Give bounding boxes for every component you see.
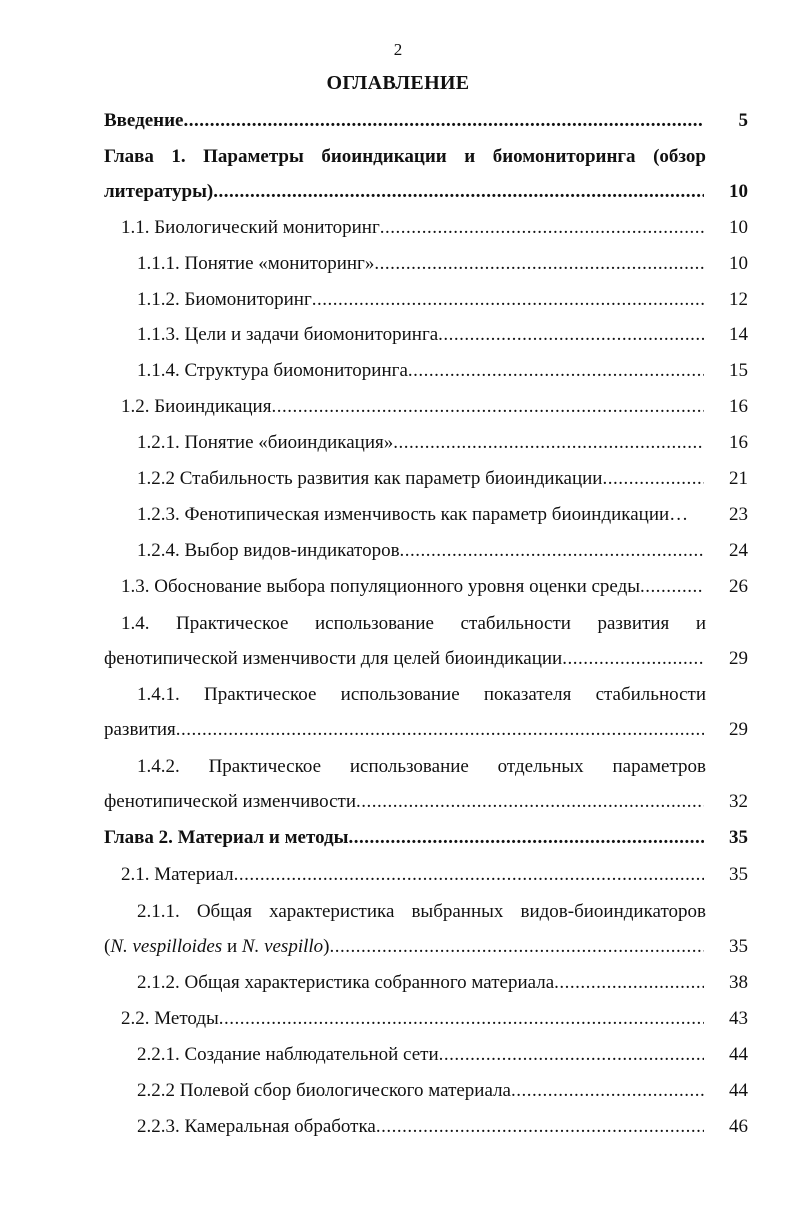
toc-entry-label: 1.2.4. Выбор видов-индикаторов <box>137 540 400 561</box>
toc-page-number: 32 <box>729 791 748 812</box>
species-name: N. vespilloides <box>110 936 223 957</box>
toc-page-number: 10 <box>729 253 748 274</box>
toc-entry-1-1-2[interactable] <box>0 287 796 313</box>
toc-entry-1-1-4[interactable] <box>0 358 796 384</box>
toc-entry-label: Глава 1. Параметры биоиндикации и биомониторинга (обзор <box>104 146 706 167</box>
toc-page-number: 21 <box>729 468 748 489</box>
toc-entry-1-1-3[interactable] <box>0 322 796 348</box>
toc-entry-1-4-2-line1[interactable] <box>0 754 796 780</box>
toc-entry-label: 2.2.1. Создание наблюдательной сети <box>137 1044 439 1065</box>
toc-entry-label: 1.2. Биоиндикация <box>121 396 272 417</box>
toc-entry-label: 1.1.3. Цели и задачи биомониторинга <box>137 324 439 345</box>
toc-page-number: 35 <box>729 864 748 885</box>
toc-entry-chapter-1-line1[interactable] <box>0 144 796 170</box>
toc-page-number: 44 <box>729 1044 748 1065</box>
toc-entry-1-4-line1[interactable] <box>0 611 796 637</box>
toc-entry-label: 1.2.1. Понятие «биоиндикация» <box>137 432 394 453</box>
toc-entry-label: фенотипической изменчивости <box>104 791 357 812</box>
toc-entry-label: Глава 2. Материал и методы <box>104 827 349 848</box>
toc-entry-label: 1.3. Обоснование выбора популяционного уровня оценки среды <box>121 576 641 597</box>
toc-page-number: 38 <box>729 972 748 993</box>
toc-entry-label: 1.4.1. Практическое использование показателя стабильности <box>137 684 706 705</box>
toc-page-number: 35 <box>729 827 748 848</box>
toc-entry-label: 1.1. Биологический мониторинг <box>121 217 380 238</box>
toc-page-number: 35 <box>729 936 748 957</box>
toc-entry-1-4-2[interactable] <box>0 789 796 815</box>
toc-entry-label: 1.2.3. Фенотипическая изменчивость как параметр биоиндикации… <box>137 504 689 525</box>
toc-page-number: 29 <box>729 719 748 740</box>
toc-entry-label: 1.4.2. Практическое использование отдельных параметров <box>137 756 706 777</box>
toc-entry-1-2-3[interactable] <box>0 502 796 528</box>
toc-entry-2-2[interactable] <box>0 1006 796 1032</box>
toc-entry-label: 1.1.2. Биомониторинг <box>137 289 312 310</box>
toc-entry-label: 1.4. Практическое использование стабильности развития и <box>121 613 706 634</box>
toc-entry-label: фенотипической изменчивости для целей биоиндикации <box>104 648 563 669</box>
toc-page-number: 15 <box>729 360 748 381</box>
toc-entry-chapter-2[interactable] <box>0 825 796 851</box>
toc-entry-2-1-1-line1[interactable] <box>0 899 796 925</box>
toc-entry-label: развития <box>104 719 176 740</box>
toc-entry-label: Введение <box>104 110 184 131</box>
toc-page-number: 16 <box>729 432 748 453</box>
toc-entry-2-2-2[interactable] <box>0 1078 796 1104</box>
toc-page-number: 29 <box>729 648 748 669</box>
toc-entry-1-1[interactable] <box>0 215 796 241</box>
toc-page-number: 24 <box>729 540 748 561</box>
toc-page-number: 12 <box>729 289 748 310</box>
toc-page-number: 46 <box>729 1116 748 1137</box>
toc-entry-label: 2.2.3. Камеральная обработка <box>137 1116 376 1137</box>
toc-entry-1-2-2[interactable] <box>0 466 796 492</box>
toc-page-number: 10 <box>729 217 748 238</box>
toc-page-number: 26 <box>729 576 748 597</box>
toc-entry-label: 1.1.1. Понятие «мониторинг» <box>137 253 375 274</box>
toc-page-number: 44 <box>729 1080 748 1101</box>
toc-page-number: 5 <box>738 110 748 131</box>
toc-entry-1-2[interactable] <box>0 394 796 420</box>
toc-entry-label: 2.1.2. Общая характеристика собранного материала <box>137 972 555 993</box>
toc-entry-intro[interactable] <box>0 108 796 134</box>
toc-entry-1-4[interactable] <box>0 646 796 672</box>
toc-entry-1-1-1[interactable] <box>0 251 796 277</box>
toc-entry-1-4-1-line1[interactable] <box>0 682 796 708</box>
toc-entry-1-2-1[interactable] <box>0 430 796 456</box>
toc-entry-2-1-1[interactable] <box>0 934 796 960</box>
toc-entry-label: 2.1. Материал <box>121 864 234 885</box>
page-number: 2 <box>393 40 403 59</box>
toc-entry-label: 2.1.1. Общая характеристика выбранных видов-биоиндикаторов <box>137 901 706 922</box>
toc-entry-label: 2.2. Методы <box>121 1008 219 1029</box>
toc-entry-1-2-4[interactable] <box>0 538 796 564</box>
toc-page-number: 16 <box>729 396 748 417</box>
page-title: ОГЛАВЛЕНИЕ <box>326 72 470 94</box>
toc-page-number: 43 <box>729 1008 748 1029</box>
toc-page-number: 14 <box>729 324 748 345</box>
toc-entry-1-4-1[interactable] <box>0 717 796 743</box>
toc-entry-2-2-1[interactable] <box>0 1042 796 1068</box>
toc-entry-2-1[interactable] <box>0 862 796 888</box>
toc-entry-1-3[interactable] <box>0 574 796 600</box>
species-name: N. vespillo <box>241 936 324 957</box>
toc-page-number: 23 <box>729 504 748 525</box>
toc-entry-label: (N. vespilloides и N. vespillo) <box>104 936 330 957</box>
toc-entry-2-1-2[interactable] <box>0 970 796 996</box>
toc-entry-label: 2.2.2 Полевой сбор биологического материала <box>137 1080 511 1101</box>
toc-entry-label: литературы) <box>104 181 214 202</box>
toc-page-number: 10 <box>729 181 748 202</box>
toc-entry-label: 1.1.4. Структура биомониторинга <box>137 360 408 381</box>
toc-entry-2-2-3[interactable] <box>0 1114 796 1140</box>
toc-entry-label: 1.2.2 Стабильность развития как параметр биоиндикации <box>137 468 603 489</box>
toc-entry-chapter-1[interactable] <box>0 179 796 205</box>
